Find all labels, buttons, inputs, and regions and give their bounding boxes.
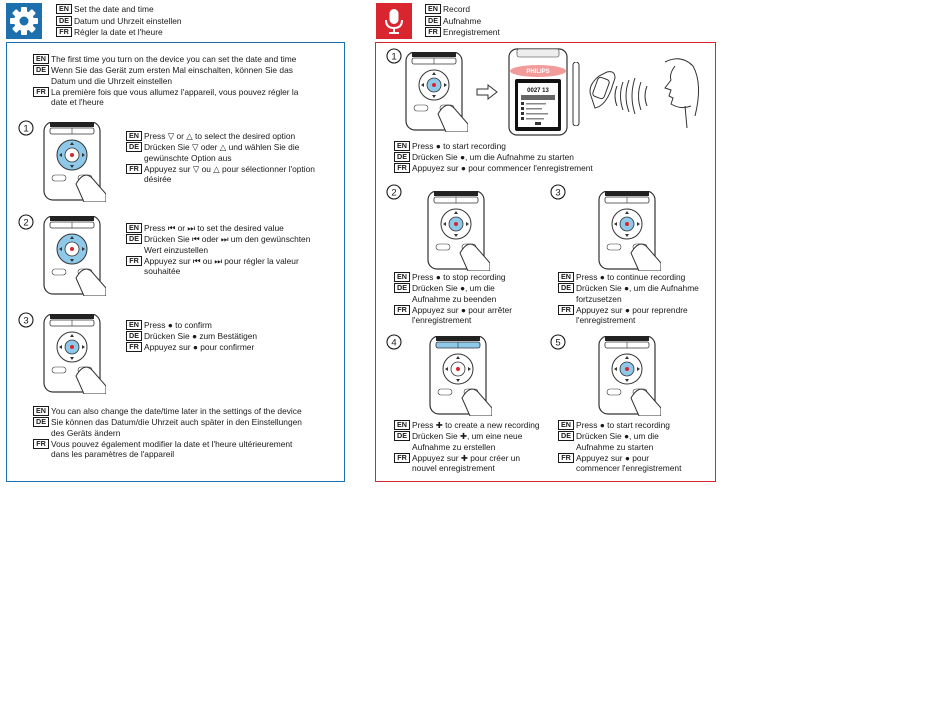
lang-tag-fr: FR <box>33 87 49 97</box>
text-de <box>126 234 336 255</box>
lang-tag-en: EN <box>33 54 49 64</box>
recorder-side-illustration <box>572 62 580 126</box>
brand-label: PHILIPS <box>526 69 550 75</box>
lang-tag-de: DE <box>394 431 410 441</box>
text-fr <box>33 87 333 108</box>
record-step-2-device <box>424 191 490 273</box>
voice-recorder-illustration <box>40 122 106 202</box>
date-footer <box>33 406 333 460</box>
record-step-3-device <box>595 191 661 273</box>
text-line: Appuyez sur ⏮ ou ⏭ pour régler la valeur <box>144 255 299 266</box>
date-step-2-device <box>40 216 106 298</box>
lang-tag-en: EN <box>126 131 142 141</box>
text-en <box>33 406 333 417</box>
record-step-1-device <box>402 52 468 134</box>
date-step-2-text <box>126 223 336 277</box>
voice-recorder-illustration <box>424 191 490 271</box>
date-section-header <box>56 4 182 39</box>
gear-icon <box>6 3 42 39</box>
voice-recorder-illustration <box>595 336 661 416</box>
arrow-right-icon <box>476 84 498 100</box>
lang-tag-de: DE <box>33 65 49 75</box>
text-fr <box>126 256 336 277</box>
text-line: Drücken Sie ●, um die <box>576 431 659 441</box>
date-header-fr: Régler la date et l'heure <box>74 27 163 37</box>
text-line: Appuyez sur ● pour <box>576 452 650 463</box>
svg-text:3: 3 <box>23 315 29 327</box>
record-step-2-number <box>386 184 402 200</box>
text-line: Appuyez sur ● pour arrêter <box>412 304 513 315</box>
lang-tag-en: EN <box>394 420 410 430</box>
text-line: date et l'heure <box>51 97 104 107</box>
date-step-1-text <box>126 131 336 185</box>
text-line: Vous pouvez également modifier la date et l'heure ultérieurement <box>51 438 293 449</box>
text-fr <box>558 453 716 474</box>
lang-tag-de: DE <box>56 16 72 26</box>
voice-recorder-illustration <box>40 216 106 296</box>
text-line: Drücken Sie ●, um die Aufnahme zu starten <box>412 152 574 162</box>
lang-tag-de: DE <box>126 142 142 152</box>
lang-tag-en: EN <box>394 272 410 282</box>
text-de <box>394 152 704 163</box>
text-en <box>394 141 704 152</box>
lang-tag-de: DE <box>126 234 142 244</box>
date-step-3-number <box>18 312 34 328</box>
text-line: Drücken Sie ●, um die Aufnahme <box>576 283 699 293</box>
text-line: Press ● to stop recording <box>412 272 506 282</box>
text-line: Aufnahme zu erstellen <box>412 441 496 452</box>
voice-recorder-illustration <box>40 314 106 394</box>
lang-tag-fr: FR <box>33 439 49 449</box>
text-line: Datum und die Uhrzeit einstellen <box>51 75 173 86</box>
text-line: Press ⏮ or ⏭ to set the desired value <box>144 223 284 233</box>
record-step-3-number <box>550 184 566 200</box>
lang-tag-en: EN <box>558 272 574 282</box>
text-line: Press ▽ or △ to select the desired option <box>144 131 296 141</box>
text-line: Appuyez sur ▽ ou △ pour sélectionner l'option <box>144 163 315 174</box>
svg-text:1: 1 <box>391 51 397 63</box>
record-step-4-device <box>426 336 492 418</box>
text-de <box>33 65 333 86</box>
text-line: Press ✚ to create a new recording <box>412 420 540 430</box>
text-line: Drücken Sie ●, um die <box>412 283 495 293</box>
text-line: Press ● to continue recording <box>576 272 686 282</box>
text-line: Sie können das Datum/die Uhrzeit auch später in den Einstellungen <box>51 417 302 427</box>
text-line: Appuyez sur ✚ pour créer un <box>412 452 521 463</box>
voice-recorder-illustration <box>402 52 468 132</box>
record-header-fr: Enregistrement <box>443 27 500 37</box>
lang-tag-fr: FR <box>126 164 142 174</box>
svg-text:5: 5 <box>555 337 561 349</box>
text-line: l'enregistrement <box>576 315 636 325</box>
svg-text:4: 4 <box>391 337 397 349</box>
lang-tag-en: EN <box>56 4 72 14</box>
settings-header-icon-box <box>6 3 42 39</box>
text-line: Drücken Sie ● zum Bestätigen <box>144 331 258 341</box>
text-fr <box>33 439 333 460</box>
text-line: Drücken Sie ▽ oder △ und wählen Sie die <box>144 142 300 152</box>
lang-tag-fr: FR <box>56 27 72 37</box>
svg-text:2: 2 <box>23 217 29 229</box>
lang-tag-fr: FR <box>394 163 410 173</box>
text-line: nouvel enregistrement <box>412 463 495 473</box>
text-line: Press ● to start recording <box>576 420 670 430</box>
record-header-icon-box <box>376 3 412 39</box>
date-step-1-number <box>18 120 34 136</box>
lang-tag-en: EN <box>126 223 142 233</box>
lang-tag-de: DE <box>394 152 410 162</box>
text-line: Wert einzustellen <box>144 244 209 255</box>
text-de <box>33 417 333 438</box>
text-line: Aufnahme zu beenden <box>412 293 497 304</box>
lang-tag-fr: FR <box>558 453 574 463</box>
text-en <box>394 420 544 431</box>
date-step-3-device <box>40 314 106 396</box>
text-line: Appuyez sur ● pour reprendre <box>576 304 688 315</box>
microphone-icon <box>376 3 412 39</box>
text-en <box>558 272 716 283</box>
text-line: Drücken Sie ⏮ oder ⏭ um den gewünschten <box>144 234 311 244</box>
voice-recorder-illustration <box>595 191 661 271</box>
svg-text:3: 3 <box>555 187 561 199</box>
date-header-en: Set the date and time <box>74 4 154 14</box>
record-step-5-number <box>550 334 566 350</box>
record-header-de: Aufnahme <box>443 15 482 26</box>
text-fr <box>126 164 336 185</box>
text-line: Appuyez sur ● pour confirmer <box>144 342 255 352</box>
text-line: The first time you turn on the device you can set the date and time <box>51 54 297 64</box>
text-de <box>558 283 716 304</box>
text-line: désirée <box>144 174 172 184</box>
record-step-4-number <box>386 334 402 350</box>
record-step-2-text <box>394 272 544 326</box>
text-line: dans les paramètres de l'appareil <box>51 449 175 459</box>
lang-tag-fr: FR <box>394 305 410 315</box>
recorder-front-illustration <box>505 47 571 137</box>
text-line: l'enregistrement <box>412 315 472 325</box>
text-fr <box>558 305 716 326</box>
text-de <box>126 142 336 163</box>
svg-text:1: 1 <box>23 123 29 135</box>
svg-text:2: 2 <box>391 187 397 199</box>
lang-tag-de: DE <box>33 417 49 427</box>
record-step-5-text <box>558 420 716 474</box>
lang-tag-en: EN <box>126 320 142 330</box>
date-header-de: Datum und Uhrzeit einstellen <box>74 15 182 26</box>
text-en <box>126 223 336 234</box>
date-intro <box>33 54 333 108</box>
lang-tag-de: DE <box>394 283 410 293</box>
text-line: souhaitée <box>144 266 181 276</box>
record-step-5-device <box>595 336 661 418</box>
voice-recorder-illustration <box>426 336 492 416</box>
text-de <box>126 331 336 342</box>
text-de <box>394 283 544 304</box>
lang-tag-de: DE <box>126 331 142 341</box>
text-line: gewünschte Option aus <box>144 152 232 163</box>
text-line: Aufnahme zu starten <box>576 441 654 452</box>
text-line: Press ● to confirm <box>144 320 212 330</box>
text-line: Drücken Sie ✚, um eine neue <box>412 431 523 441</box>
text-line: La première fois que vous allumez l'appareil, vous pouvez régler la <box>51 86 299 97</box>
text-fr <box>394 453 544 474</box>
date-step-1-device <box>40 122 106 204</box>
lang-tag-fr: FR <box>126 342 142 352</box>
text-en <box>558 420 716 431</box>
text-line: des Geräts ändern <box>51 427 121 438</box>
record-section-header: EN Record DE Aufnahme FR Enregistrement <box>425 4 500 39</box>
record-step-1-text <box>394 141 704 174</box>
text-en <box>33 54 333 65</box>
text-fr <box>394 163 704 174</box>
lang-tag-en: EN <box>558 420 574 430</box>
text-line: Wenn Sie das Gerät zum ersten Mal einschalten, können Sie das <box>51 65 293 75</box>
text-de <box>558 431 716 452</box>
lang-tag-fr: FR <box>394 453 410 463</box>
text-line: Appuyez sur ● pour commencer l'enregistrement <box>412 163 593 173</box>
date-step-3-text <box>126 320 336 353</box>
counter-label: 0027 13 <box>527 88 549 94</box>
lang-tag-en: EN <box>394 141 410 151</box>
lang-tag-en: EN <box>33 406 49 416</box>
text-fr <box>394 305 544 326</box>
text-de <box>394 431 544 452</box>
person-speaking-illustration <box>585 56 705 136</box>
record-step-1-number <box>386 48 402 64</box>
record-header-en: Record <box>443 4 470 14</box>
lang-tag-de: DE <box>558 431 574 441</box>
text-en <box>126 131 336 142</box>
text-fr <box>126 342 336 353</box>
text-line: Press ● to start recording <box>412 141 506 151</box>
lang-tag-fr: FR <box>126 256 142 266</box>
record-step-4-text <box>394 420 544 474</box>
lang-tag-de: DE <box>558 283 574 293</box>
text-en <box>126 320 336 331</box>
text-line: You can also change the date/time later in the settings of the device <box>51 406 302 416</box>
record-step-3-text <box>558 272 716 326</box>
text-en <box>394 272 544 283</box>
lang-tag-fr: FR <box>558 305 574 315</box>
date-step-2-number <box>18 214 34 230</box>
text-line: commencer l'enregistrement <box>576 463 682 473</box>
text-line: fortzusetzen <box>576 293 622 304</box>
